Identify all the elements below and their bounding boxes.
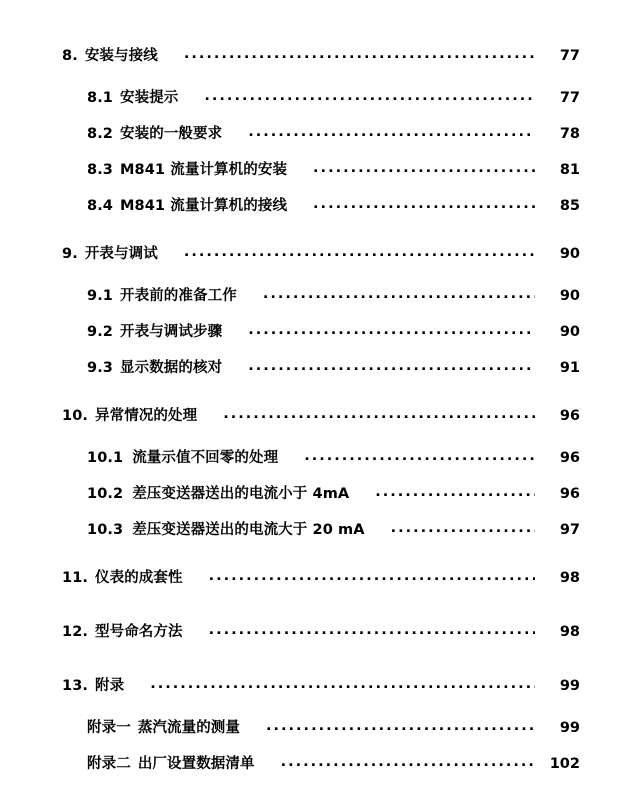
toc-dot-leader bbox=[248, 124, 535, 139]
toc-entry[interactable] bbox=[0, 404, 621, 446]
toc-dot-leader bbox=[281, 754, 535, 769]
toc-entry[interactable] bbox=[0, 158, 621, 194]
toc-entry-label bbox=[87, 446, 278, 467]
toc-entry-title: 流量示值不回零的处理 bbox=[132, 450, 279, 466]
toc-entry-title: M841 流量计算机的接线 bbox=[120, 198, 288, 214]
toc-entry-title: 差压变送器送出的电流大于 20 mA bbox=[132, 522, 365, 538]
toc-entry-page-number: 78 bbox=[559, 126, 580, 142]
toc-entry-label bbox=[62, 566, 183, 587]
toc-dot-leader bbox=[223, 406, 535, 421]
toc-dot-leader bbox=[150, 676, 535, 691]
toc-entry-title: 蒸汽流量的测量 bbox=[137, 720, 241, 736]
toc-entry[interactable] bbox=[0, 122, 621, 158]
toc-dot-leader bbox=[391, 520, 535, 535]
toc-entry-page-number: 96 bbox=[559, 450, 580, 466]
toc-dot-leader bbox=[209, 568, 535, 583]
toc-entry-page-number: 91 bbox=[559, 360, 580, 376]
toc-dot-leader bbox=[266, 718, 535, 733]
toc-entry[interactable] bbox=[0, 620, 621, 662]
toc-dot-leader bbox=[209, 622, 535, 637]
toc-entry-number: 附录二 bbox=[87, 756, 131, 772]
toc-entry-title: 差压变送器送出的电流小于 4mA bbox=[132, 486, 350, 502]
toc-dot-leader bbox=[313, 160, 535, 175]
toc-entry-label bbox=[87, 194, 287, 215]
toc-entry-label bbox=[62, 620, 183, 641]
toc-entry-label bbox=[62, 44, 158, 65]
toc-entry-label bbox=[87, 356, 222, 377]
toc-entry-label bbox=[87, 122, 222, 143]
toc-entry-title: 安装与接线 bbox=[84, 48, 158, 64]
toc-dot-leader bbox=[375, 484, 535, 499]
toc-entry-page-number: 97 bbox=[559, 522, 580, 538]
toc-entry-label bbox=[87, 320, 222, 341]
toc-entry-page-number: 90 bbox=[559, 246, 580, 262]
toc-entry-page-number: 96 bbox=[559, 486, 580, 502]
toc-entry-page-number: 99 bbox=[559, 678, 580, 694]
toc-entry[interactable] bbox=[0, 44, 621, 86]
toc-entry-title: 显示数据的核对 bbox=[120, 360, 223, 376]
toc-dot-leader bbox=[184, 244, 535, 259]
toc-entry[interactable] bbox=[0, 242, 621, 284]
toc-entry-number: 10.3 bbox=[87, 522, 124, 538]
toc-entry-title: 安装的一般要求 bbox=[120, 126, 223, 142]
toc-entry-number: 8.4 bbox=[87, 198, 113, 214]
toc-dot-leader bbox=[263, 286, 535, 301]
toc-entry-label bbox=[62, 404, 197, 425]
toc-entry-title: 附录 bbox=[95, 678, 125, 694]
toc-dot-leader bbox=[248, 358, 535, 373]
toc-entry-number: 9.2 bbox=[87, 324, 113, 340]
toc-entry-page-number: 85 bbox=[559, 198, 580, 214]
toc-entry[interactable] bbox=[0, 446, 621, 482]
toc-entry-title: 异常情况的处理 bbox=[95, 408, 198, 424]
toc-dot-leader bbox=[304, 448, 535, 463]
toc-entry-title: 安装提示 bbox=[120, 90, 179, 106]
toc-entry-page-number: 96 bbox=[559, 408, 580, 424]
toc-entry-page-number: 77 bbox=[559, 90, 580, 106]
toc-entry-number: 8.1 bbox=[87, 90, 113, 106]
toc-entry-number: 附录一 bbox=[87, 720, 131, 736]
toc-entry-title: M841 流量计算机的安装 bbox=[120, 162, 288, 178]
toc-dot-leader bbox=[248, 322, 535, 337]
toc-entry-label bbox=[87, 518, 365, 539]
toc-entry-number: 9. bbox=[62, 246, 78, 262]
toc-entry[interactable] bbox=[0, 86, 621, 122]
toc-entry[interactable] bbox=[0, 482, 621, 518]
toc-entry-page-number: 102 bbox=[549, 756, 580, 772]
toc-entry-number: 9.1 bbox=[87, 288, 113, 304]
toc-entry[interactable] bbox=[0, 752, 621, 788]
toc-entry-label bbox=[87, 482, 349, 503]
toc-dot-leader bbox=[184, 46, 535, 61]
toc-entry[interactable] bbox=[0, 566, 621, 608]
toc-entry-number: 9.3 bbox=[87, 360, 113, 376]
toc-entry-title: 开表与调试步骤 bbox=[120, 324, 223, 340]
toc-entry[interactable] bbox=[0, 356, 621, 392]
toc-entry[interactable] bbox=[0, 716, 621, 752]
toc-entry-page-number: 90 bbox=[559, 288, 580, 304]
toc-entry-page-number: 81 bbox=[559, 162, 580, 178]
toc-entry-label bbox=[87, 158, 287, 179]
toc-entry-number: 12. bbox=[62, 624, 88, 640]
toc-entry-label bbox=[62, 242, 158, 263]
toc-entry-number: 10.1 bbox=[87, 450, 124, 466]
toc-entry-label bbox=[62, 674, 124, 695]
toc-entry-number: 8.3 bbox=[87, 162, 113, 178]
toc-entry-number: 8. bbox=[62, 48, 78, 64]
toc-entry-label bbox=[87, 284, 237, 305]
toc-entry-page-number: 99 bbox=[559, 720, 580, 736]
toc-entry-page-number: 98 bbox=[559, 570, 580, 586]
toc-dot-leader bbox=[313, 196, 535, 211]
toc-entry-label bbox=[87, 752, 255, 773]
toc-entry-title: 出厂设置数据清单 bbox=[137, 756, 255, 772]
toc-entry[interactable] bbox=[0, 284, 621, 320]
toc-entry-number: 13. bbox=[62, 678, 88, 694]
toc-entry-title: 开表与调试 bbox=[84, 246, 158, 262]
toc-entry-number: 10.2 bbox=[87, 486, 124, 502]
toc-entry-number: 10. bbox=[62, 408, 88, 424]
toc-entry-number: 11. bbox=[62, 570, 88, 586]
toc-entry-page-number: 90 bbox=[559, 324, 580, 340]
toc-entry-title: 型号命名方法 bbox=[95, 624, 183, 640]
toc-entry[interactable] bbox=[0, 320, 621, 356]
toc-entry-title: 开表前的准备工作 bbox=[120, 288, 237, 304]
toc-entry[interactable] bbox=[0, 194, 621, 230]
toc-entry-title: 仪表的成套性 bbox=[95, 570, 183, 586]
toc-entry[interactable] bbox=[0, 674, 621, 716]
toc-entry-page-number: 98 bbox=[559, 624, 580, 640]
toc-entry[interactable] bbox=[0, 518, 621, 554]
toc-entry-label bbox=[87, 86, 178, 107]
toc-entry-number: 8.2 bbox=[87, 126, 113, 142]
toc-dot-leader bbox=[204, 88, 535, 103]
toc-entry-label bbox=[87, 716, 240, 737]
toc-entry-page-number: 77 bbox=[559, 48, 580, 64]
